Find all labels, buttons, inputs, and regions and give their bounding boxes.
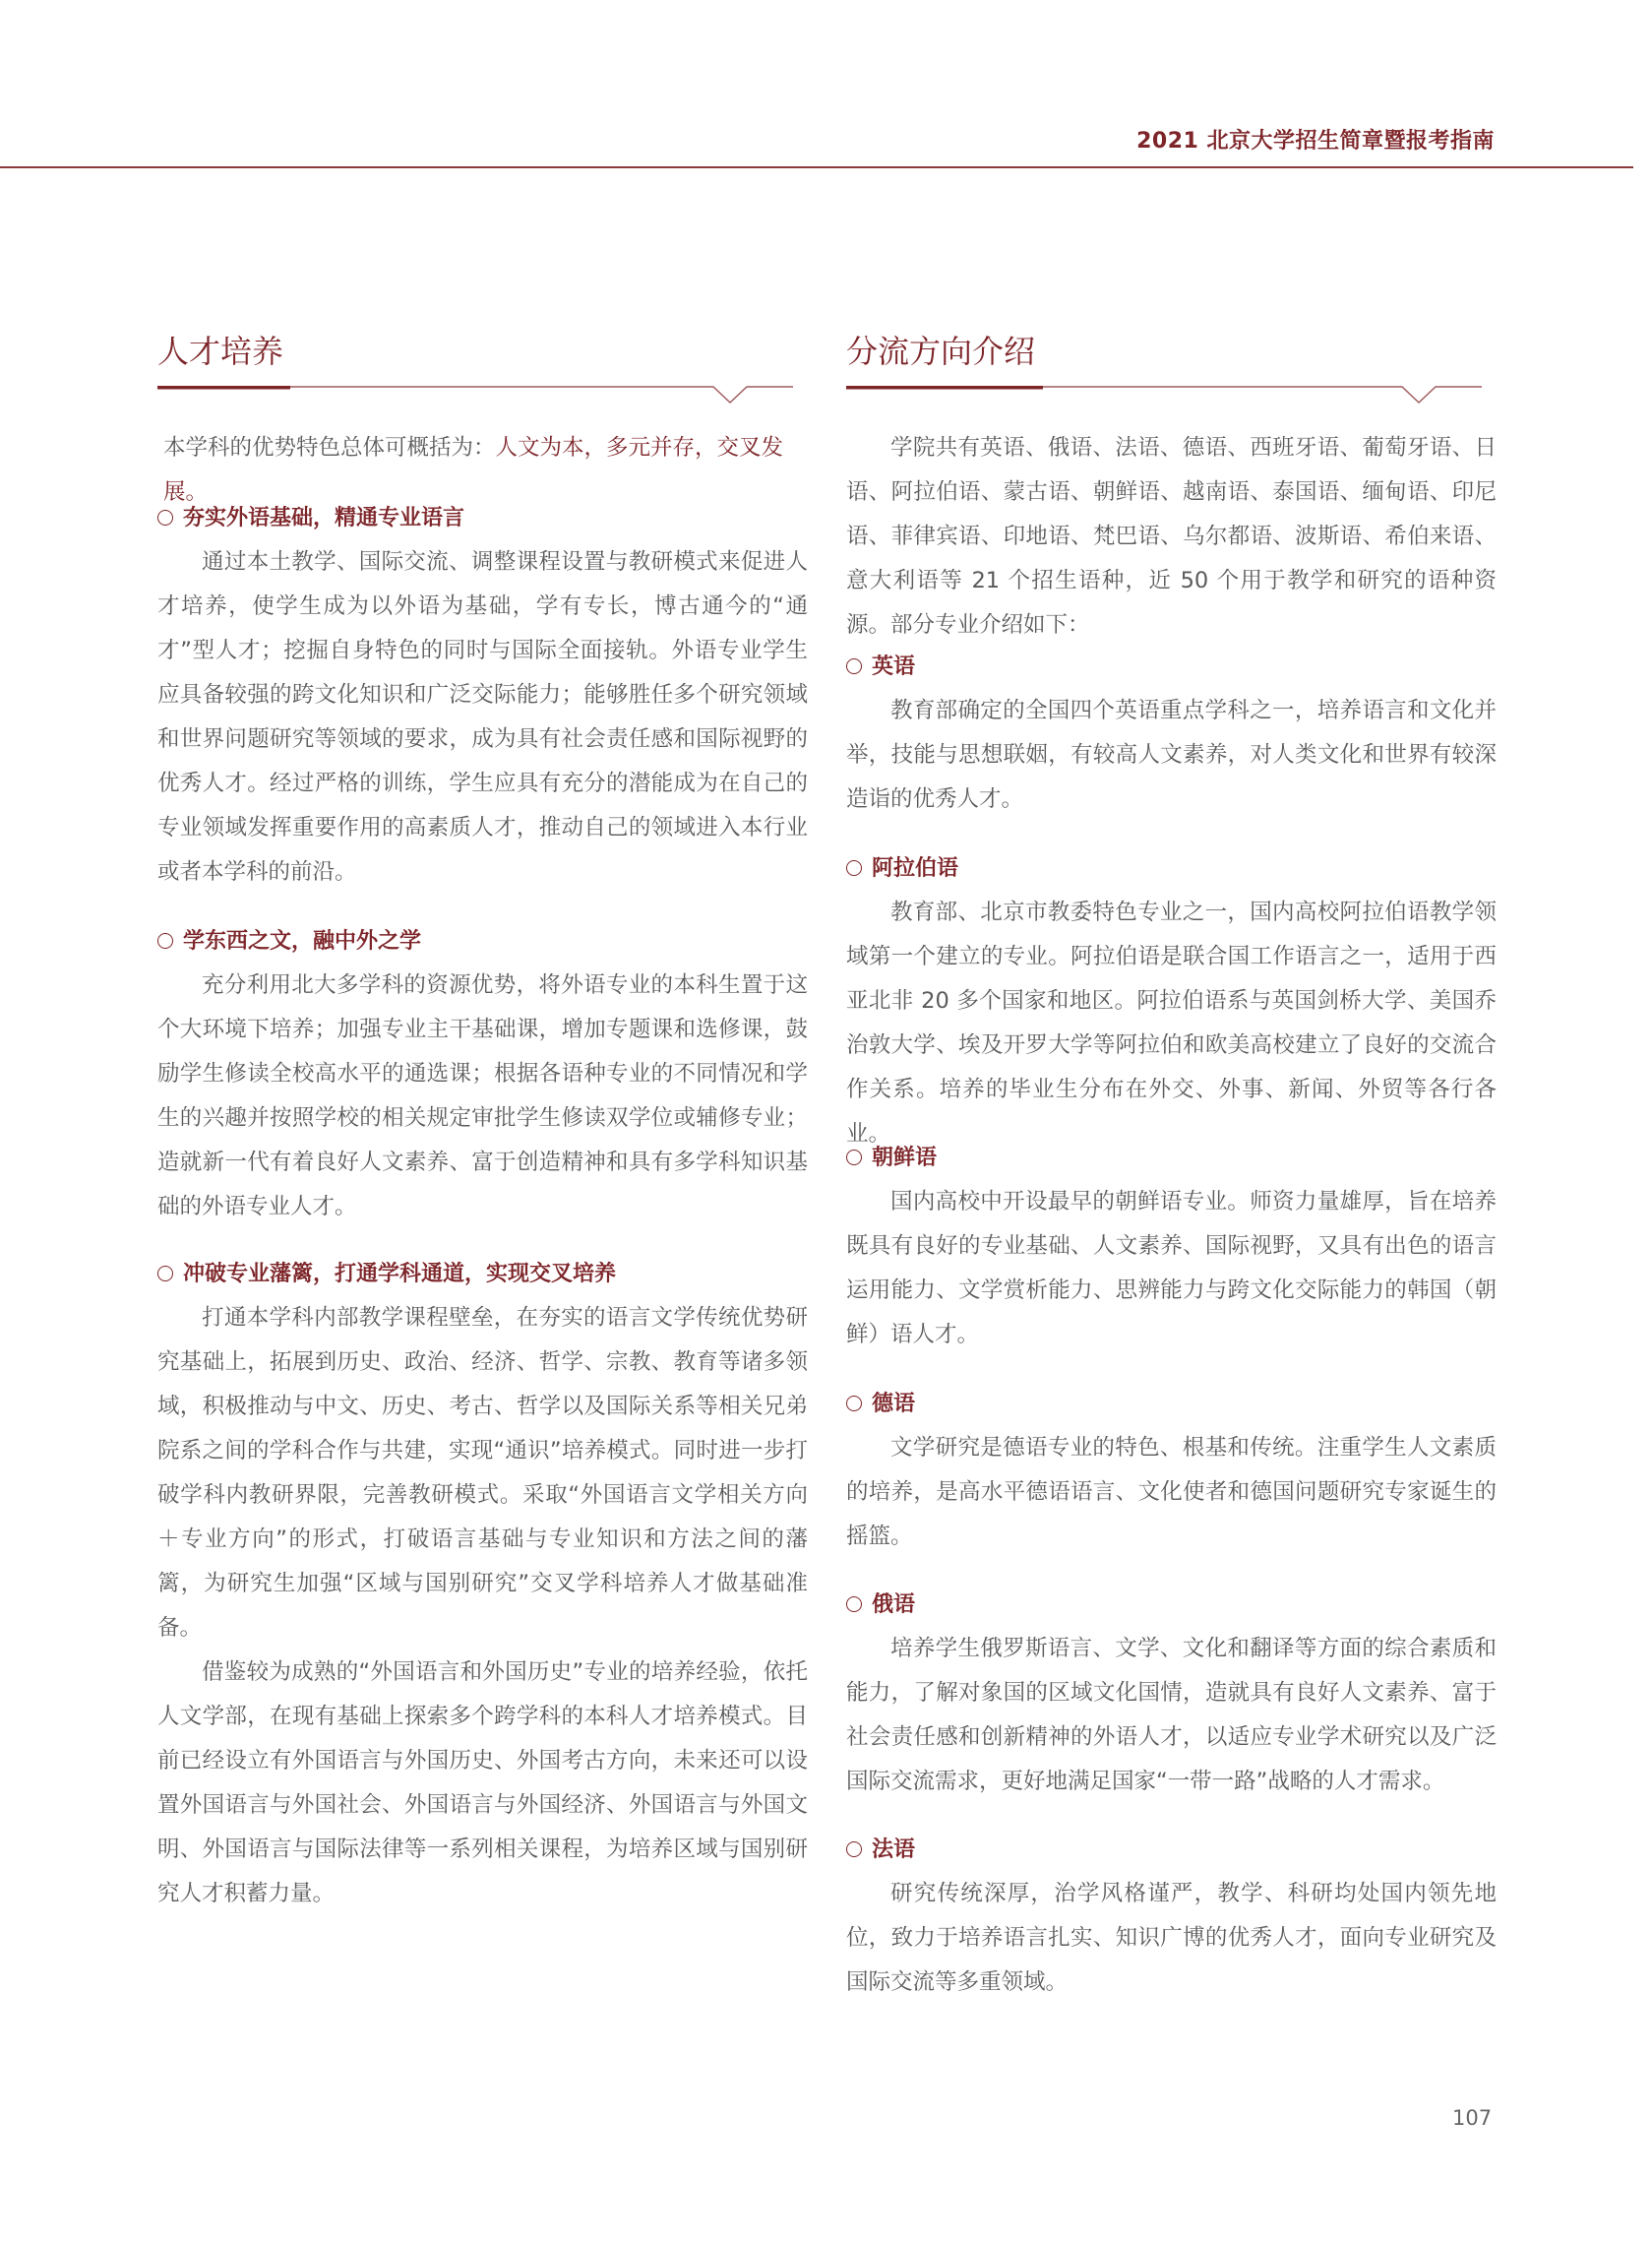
heading-text: 俄语 <box>872 1592 916 1617</box>
title-underline <box>846 386 1482 405</box>
intro-text: 本学科的优势特色总体可概括为： <box>163 435 496 461</box>
left-section-2 <box>157 919 808 1229</box>
circle-bullet-icon <box>846 1841 862 1857</box>
paragraph: 打通本学科内部教学课程壁垒，在夯实的语言文学传统优势研究基础上，拓展到历史、政治、经济、哲学、宗教、教育等诸多领域，积极推动与中文、历史、考古、哲学以及国际关系等相关兄弟院系之间的学科合作与共建，实现“通识”培养模式。同时进一步打破学科内教研界限，完善教研模式。采取“外国语言文学相关方向＋专业方向”的形式，打破语言基础与专业知识和方法之间的藩篱，为研究生加强“区域与国别研究”交叉学科培养人才做基础准备。 <box>157 1305 808 1641</box>
left-section-3 <box>157 1252 808 1916</box>
left-section-1 <box>157 496 808 895</box>
circle-bullet-icon <box>846 1596 862 1612</box>
paragraph: 通过本土教学、国际交流、调整课程设置与教研模式来促进人才培养，使学生成为以外语为基础，学有专长，博古通今的“通才”型人才；挖掘自身特色的同时与国际全面接轨。外语专业学生应具备较强的跨文化知识和广泛交际能力；能够胜任多个研究领域和世界问题研究等领域的要求，成为具有社会责任感和国际视野的优秀人才。经过严格的训练，学生应具有充分的潜能成为在自己的专业领域发挥重要作用的高素质人才，推动自己的领域进入本行业或者本学科的前沿。 <box>157 549 808 885</box>
paragraph: 教育部、北京市教委特色专业之一，国内高校阿拉伯语教学领域第一个建立的专业。阿拉伯语是联合国工作语言之一，适用于西亚北非 20 多个国家和地区。阿拉伯语系与英国剑桥大学、美国乔治敦大学、埃及开罗大学等阿拉伯和欧美高校建立了良好的交流合作关系。培养的毕业生分布在外交、外事、新闻、外贸等各行各业。 <box>846 900 1497 1147</box>
section-heading <box>846 645 1497 689</box>
track-french <box>846 1828 1497 2005</box>
section-title-tracks: 分流方向介绍 <box>846 333 1036 370</box>
heading-text: 学东西之文，融中外之学 <box>183 929 422 954</box>
paragraph: 借鉴较为成熟的“外国语言和外国历史”专业的培养经验，依托人文学部，在现有基础上探索多个跨学科的本科人才培养模式。目前已经设立有外国语言与外国历史、外国考古方向，未来还可以设置外国语言与外国社会、外国语言与外国经济、外国语言与外国文明、外国语言与国际法律等一系列相关课程，为培养区域与国别研究人才积蓄力量。 <box>157 1659 808 1906</box>
heading-text: 阿拉伯语 <box>872 856 959 881</box>
track-russian <box>846 1583 1497 1804</box>
heading-text: 法语 <box>872 1837 916 1862</box>
section-heading <box>157 496 808 540</box>
header-divider <box>0 166 1633 168</box>
section-heading <box>846 1583 1497 1627</box>
heading-text: 英语 <box>872 654 916 679</box>
section-title-talent: 人才培养 <box>157 333 284 370</box>
circle-bullet-icon <box>846 1396 862 1411</box>
circle-bullet-icon <box>846 1150 862 1165</box>
track-german <box>846 1382 1497 1559</box>
section-heading <box>157 919 808 964</box>
circle-bullet-icon <box>846 658 862 674</box>
running-header: 2021 北京大学招生简章暨报考指南 <box>1136 129 1495 154</box>
track-english <box>846 645 1497 822</box>
right-intro <box>846 426 1497 648</box>
circle-bullet-icon <box>157 1266 173 1281</box>
paragraph: 国内高校中开设最早的朝鲜语专业。师资力量雄厚，旨在培养既具有良好的专业基础、人文素养、国际视野，又具有出色的语言运用能力、文学赏析能力、思辨能力与跨文化交际能力的韩国（朝鲜）语人才。 <box>846 1189 1497 1347</box>
section-heading <box>157 1252 808 1296</box>
circle-bullet-icon <box>157 933 173 949</box>
section-heading <box>846 1828 1497 1872</box>
section-heading <box>846 846 1497 891</box>
paragraph: 学院共有英语、俄语、法语、德语、西班牙语、葡萄牙语、日语、阿拉伯语、蒙古语、朝鲜语、越南语、泰国语、缅甸语、印尼语、菲律宾语、印地语、梵巴语、乌尔都语、波斯语、希伯来语、意大利语等 21 个招生语种，近 50 个用于教学和研究的语种资源。部分专业介绍如下： <box>846 435 1497 638</box>
heading-text: 夯实外语基础，精通专业语言 <box>183 506 465 530</box>
page-number: 107 <box>1452 2106 1493 2130</box>
paragraph: 文学研究是德语专业的特色、根基和传统。注重学生人文素质的培养，是高水平德语语言、文化使者和德国问题研究专家诞生的摇篮。 <box>846 1435 1497 1549</box>
paragraph: 教育部确定的全国四个英语重点学科之一，培养语言和文化并举，技能与思想联姻，有较高人文素养，对人类文化和世界有较深造诣的优秀人才。 <box>846 698 1497 812</box>
section-heading <box>846 1382 1497 1426</box>
paragraph: 研究传统深厚，治学风格谨严，教学、科研均处国内领先地位，致力于培养语言扎实、知识广博的优秀人才，面向专业研究及国际交流等多重领域。 <box>846 1881 1497 1995</box>
circle-bullet-icon <box>157 510 173 526</box>
heading-text: 德语 <box>872 1392 916 1416</box>
track-korean <box>846 1136 1497 1357</box>
track-arabic <box>846 846 1497 1156</box>
intro-highlight: 人文为本，多元并存，交叉发展。 <box>163 435 784 505</box>
heading-text: 冲破专业藩篱，打通学科通道，实现交叉培养 <box>183 1262 617 1286</box>
circle-bullet-icon <box>846 860 862 876</box>
title-underline <box>157 386 793 405</box>
paragraph: 充分利用北大多学科的资源优势，将外语专业的本科生置于这个大环境下培养；加强专业主干基础课，增加专题课和选修课，鼓励学生修读全校高水平的通选课；根据各语种专业的不同情况和学生的兴趣并按照学校的相关规定审批学生修读双学位或辅修专业；造就新一代有着良好人文素养、富于创造精神和具有多学科知识基础的外语专业人才。 <box>157 972 808 1219</box>
section-heading <box>846 1136 1497 1180</box>
paragraph: 培养学生俄罗斯语言、文学、文化和翻译等方面的综合素质和能力，了解对象国的区域文化国情，造就具有良好人文素养、富于社会责任感和创新精神的外语人才，以适应专业学术研究以及广泛国际交流需求，更好地满足国家“一带一路”战略的人才需求。 <box>846 1636 1497 1794</box>
heading-text: 朝鲜语 <box>872 1146 938 1170</box>
